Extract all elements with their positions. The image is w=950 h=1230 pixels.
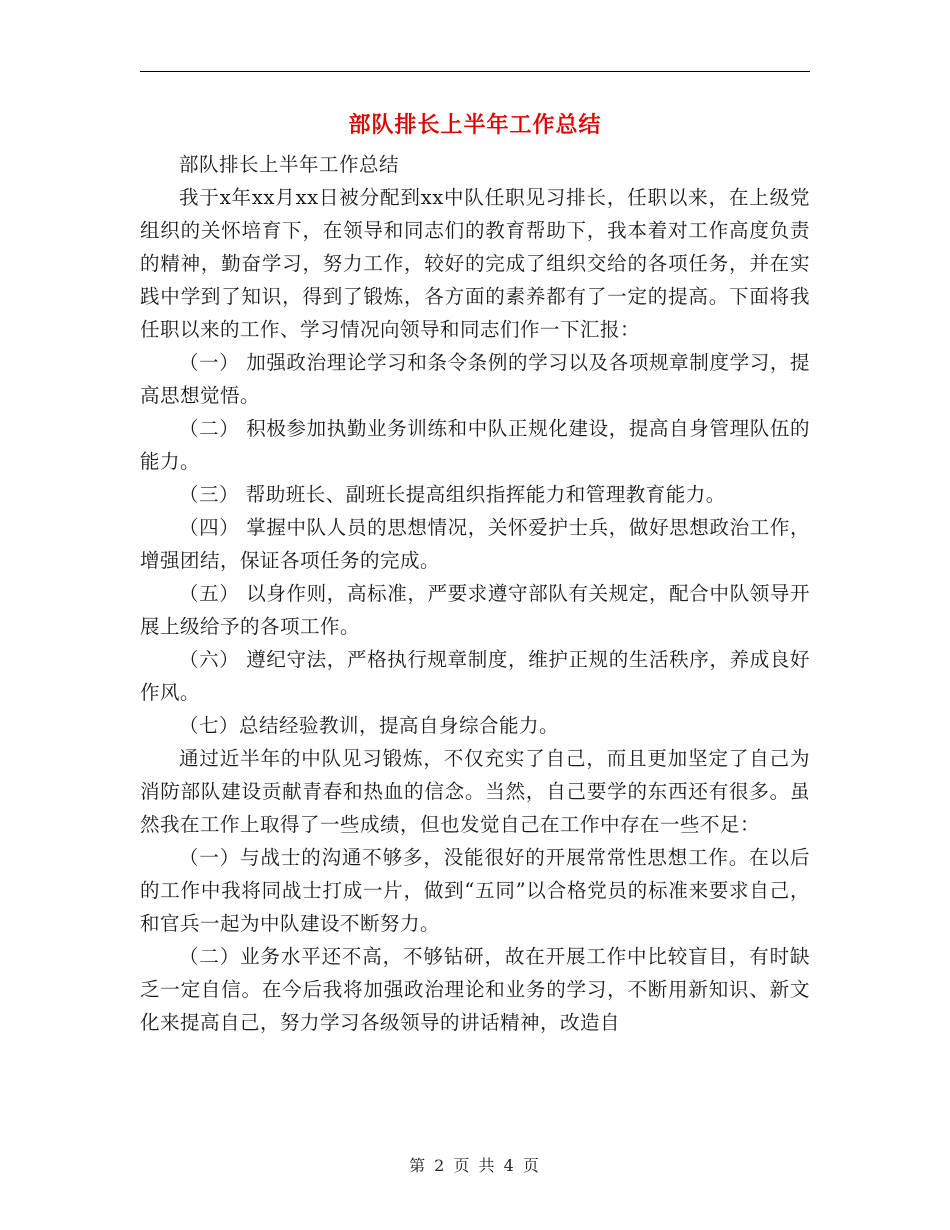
document-title: 部队排长上半年工作总结 <box>348 113 602 138</box>
paragraph-item-1: （一） 加强政治理论学习和条令条例的学习以及各项规章制度学习，提高思想觉悟。 <box>140 351 810 407</box>
header-rule <box>140 71 810 72</box>
paragraph-item-4: （四） 掌握中队人员的思想情况，关怀爱护士兵，做好思想政治工作，增强团结，保证各项任务的完成。 <box>140 516 810 572</box>
paragraph-subtitle: 部队排长上半年工作总结 <box>179 153 400 176</box>
page-number-footer: 第 2 页 共 4 页 <box>409 1156 541 1175</box>
paragraph-shortcoming-2: （二）业务水平还不高，不够钻研，故在开展工作中比较盲目，有时缺乏一定自信。在今后我将加强政治理论和业务的学习，不断用新知识、新文化来提高自己，努力学习各级领导的讲话精神，改造自 <box>140 945 810 1034</box>
document-body <box>140 148 810 1039</box>
paragraph-item-2: （二） 积极参加执勤业务训练和中队正规化建设，提高自身管理队伍的能力。 <box>140 417 810 473</box>
paragraph-item-6: （六） 遵纪守法，严格执行规章制度，维护正规的生活秩序，养成良好作风。 <box>140 648 810 704</box>
paragraph-shortcoming-1: （一）与战士的沟通不够多，没能很好的开展常常性思想工作。在以后的工作中我将同战士打成一片，做到“五同”以合格党员的标准来要求自己，和官兵一起为中队建设不断努力。 <box>140 846 810 935</box>
paragraph-item-3: （三） 帮助班长、副班长提高组织指挥能力和管理教育能力。 <box>179 483 726 506</box>
paragraph-reflection: 通过近半年的中队见习锻炼，不仅充实了自己，而且更加坚定了自己为消防部队建设贡献青春和热血的信念。当然，自己要学的东西还有很多。虽然我在工作上取得了一些成绩，但也发觉自己在工作中存在一些不足： <box>140 747 810 836</box>
paragraph-item-5: （五） 以身作则，高标准，严要求遵守部队有关规定，配合中队领导开展上级给予的各项工作。 <box>140 582 810 638</box>
paragraph-item-7: （七）总结经验教训，提高自身综合能力。 <box>179 714 560 737</box>
paragraph-intro: 我于x年xx月xx日被分配到xx中队任职见习排长，任职以来，在上级党组织的关怀培育下，在领导和同志们的教育帮助下，我本着对工作高度负责的精神，勤奋学习，努力工作，较好的完成了组织交给的各项任务，并在实践中学到了知识，得到了锻炼，各方面的素养都有了一定的提高。下面将我任职以来的工作、学习情况向领导和同志们作一下汇报： <box>140 186 810 341</box>
